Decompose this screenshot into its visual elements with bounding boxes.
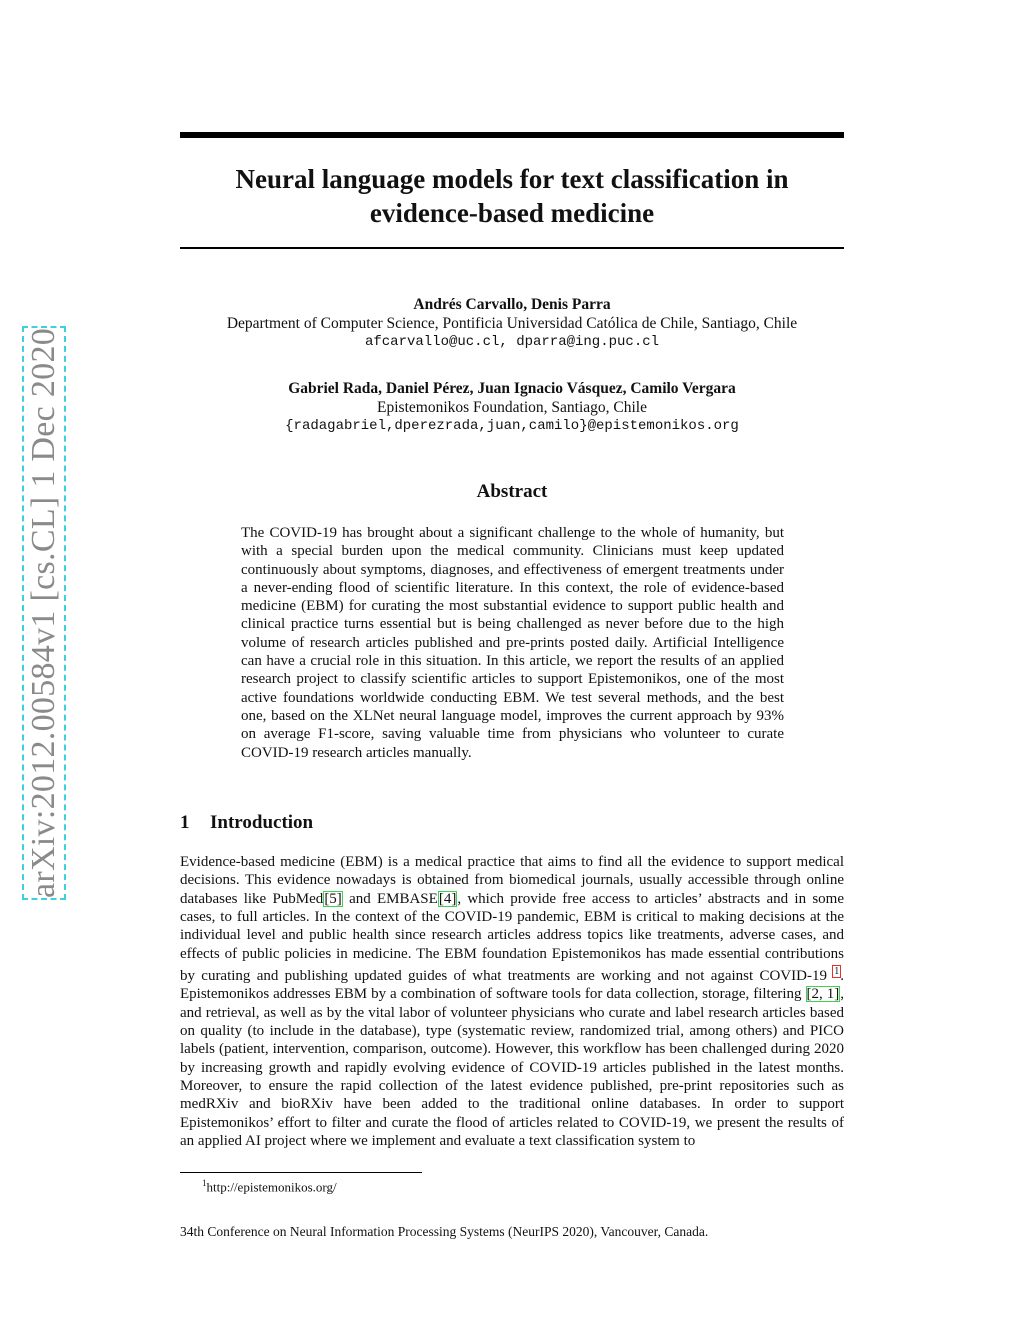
author-block-2 xyxy=(180,379,844,436)
author-emails[interactable]: afcarvallo@uc.cl, dparra@ing.puc.cl xyxy=(364,334,660,350)
title-line-1: Neural language models for text classification in xyxy=(235,164,789,194)
intro-text: , and retrieval, as well as by the vital labor of volunteer physicians who curate and label research articles based on quality (to include in the database), type (systematic review, randomized trial, among others) and PICO labels (patient, intervention, comparison, outcome). However, this workflow has been challenged during 2020 by increasing growth and rapidly evolving evidence of COVID-19 articles published in the latest months. Moreover, to ensure the rapid collection of the latest evidence published, pre-print repositories such as medRXiv and bioRXiv have been added to the traditional online databases. In order to support Epistemonikos’ effort to filter and curate the flood of articles related to COVID-19, we present the results of an applied AI project where we implement and evaluate a text classification system to xyxy=(180,986,844,1150)
footnote-link[interactable]: 1 xyxy=(834,966,840,978)
paper-title xyxy=(180,162,844,230)
arxiv-id[interactable]: arXiv:2012.00584v1 [cs.CL] 1 Dec 2020 xyxy=(25,327,62,899)
intro-text: , which provide free access to articles’ abstracts and in some cases, to full articles. In the context of the COVID-19 pandemic, EBM is critical to making decisions at the individual level and public health since research articles address topics like treatments, adverse cases, and effects of public policies in medicine. The EBM foundation Epistemonikos has made essential contributions by curating and publishing updated guides of what treatments are working and not against COVID-19 xyxy=(180,890,845,985)
citation-link[interactable]: [2, 1] xyxy=(806,986,840,1003)
author-affiliation: Epistemonikos Foundation, Santiago, Chile xyxy=(377,399,647,416)
conference-note: 34th Conference on Neural Information Processing Systems (NeurIPS 2020), Vancouver, Canada. xyxy=(180,1224,709,1239)
abstract-text: The COVID-19 has brought about a significant challenge to the whole of humanity, but with a special burden upon the medical community. Clinicians must keep updated continuously about symptoms, diagnoses, and effectiveness of emergent treatments under a never-ending flood of scientific literature. In this context, the role of evidence-based medicine (EBM) for curating the most substantial evidence to support public health and clinical practice turns essential but is being challenged as never before due to the high volume of research articles published and pre-prints posted daily. Artificial Intelligence can have a crucial role in this situation. In this article, we report the results of an applied research project to classify scientific articles to support Epistemonikos, one of the most active foundations worldwide conducting EBM. We test several methods, and the best one, based on the XLNet neural language model, improves the current approach by 93% on average F1-score, saving valuable time from physicians who volunteer to curate COVID-19 research articles manually. xyxy=(241,525,784,761)
title-rule-bottom xyxy=(180,247,844,249)
footnote-mark: 1 xyxy=(202,1178,207,1188)
footnote xyxy=(202,1178,337,1195)
intro-text: . Epistemonikos addresses EBM by a combination of software tools for data collection, storage, filtering xyxy=(180,968,844,1003)
citation-link[interactable]: [4] xyxy=(438,890,457,907)
citation-link[interactable]: [5] xyxy=(324,890,342,907)
author-names: Gabriel Rada, Daniel Pérez, Juan Ignacio Vásquez, Camilo Vergara xyxy=(288,380,736,397)
section-number: 1 xyxy=(180,812,190,833)
author-affiliation: Department of Computer Science, Pontificia Universidad Católica de Chile, Santiago, Chile xyxy=(226,315,798,332)
title-rule-top xyxy=(180,132,844,138)
footnote-url[interactable]: http://epistemonikos.org/ xyxy=(206,1179,337,1195)
intro-text: Evidence-based medicine (EBM) is a medical practice that aims to find all the evidence to support medical decisions. This evidence nowadays is obtained from biomedical journals, usually accessible through online databases like PubMed xyxy=(180,854,844,907)
footnote-rule xyxy=(180,1172,422,1173)
arxiv-stamp[interactable] xyxy=(22,326,66,900)
author-block-1 xyxy=(180,295,844,352)
title-line-2: evidence-based medicine xyxy=(369,198,655,228)
section-heading xyxy=(180,812,313,834)
intro-text: and EMBASE xyxy=(342,890,438,907)
author-emails[interactable]: {radagabriel,dperezrada,juan,camilo}@epistemonikos.org xyxy=(285,418,739,434)
author-names: Andrés Carvallo, Denis Parra xyxy=(413,296,611,313)
section-title: Introduction xyxy=(210,812,314,833)
abstract-heading: Abstract xyxy=(476,481,548,502)
intro-paragraph xyxy=(180,853,844,1151)
